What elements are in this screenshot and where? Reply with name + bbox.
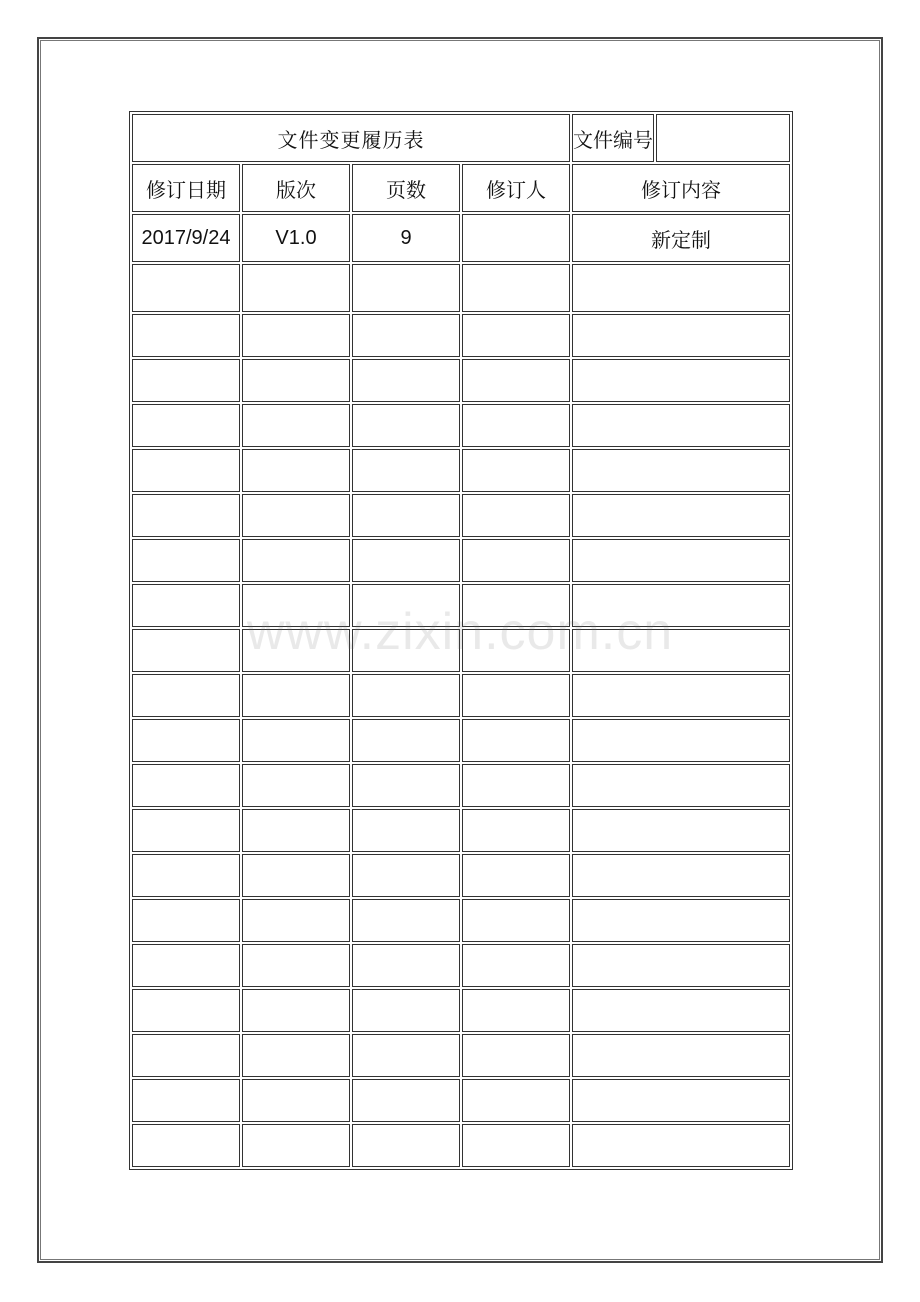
cell-revision-date	[132, 719, 240, 762]
doc-number-label: 文件编号	[572, 114, 654, 162]
table-body	[132, 214, 790, 1167]
cell-version	[242, 1079, 350, 1122]
table-row	[132, 899, 790, 942]
cell-reviser	[462, 719, 570, 762]
cell-reviser	[462, 494, 570, 537]
title-row	[132, 114, 790, 162]
table-row	[132, 494, 790, 537]
table-row	[132, 404, 790, 447]
watermark: www.zixin.com.cn	[246, 603, 674, 661]
cell-revision-content	[572, 674, 790, 717]
cell-version	[242, 899, 350, 942]
cell-revision-content	[572, 629, 790, 672]
cell-pages	[352, 264, 460, 312]
cell-revision-content	[572, 1079, 790, 1122]
cell-version	[242, 449, 350, 492]
cell-version	[242, 404, 350, 447]
cell-revision-date	[132, 899, 240, 942]
cell-pages	[352, 809, 460, 852]
cell-reviser	[462, 584, 570, 627]
table-row	[132, 449, 790, 492]
cell-revision-content	[572, 764, 790, 807]
cell-version	[242, 764, 350, 807]
header-pages: 页数	[352, 164, 460, 212]
cell-pages	[352, 449, 460, 492]
cell-version	[242, 264, 350, 312]
table-row	[132, 719, 790, 762]
cell-revision-content	[572, 854, 790, 897]
cell-pages	[352, 629, 460, 672]
cell-revision-content	[572, 404, 790, 447]
cell-revision-date	[132, 264, 240, 312]
cell-pages	[352, 539, 460, 582]
cell-revision-content	[572, 989, 790, 1032]
cell-revision-date	[132, 494, 240, 537]
cell-pages: 9	[352, 214, 460, 262]
cell-revision-content	[572, 494, 790, 537]
cell-reviser	[462, 359, 570, 402]
cell-pages	[352, 1034, 460, 1077]
header-version: 版次	[242, 164, 350, 212]
header-revision-content: 修订内容	[572, 164, 790, 212]
cell-version	[242, 989, 350, 1032]
cell-reviser	[462, 809, 570, 852]
table-row	[132, 764, 790, 807]
cell-pages	[352, 1079, 460, 1122]
cell-revision-content	[572, 809, 790, 852]
header-revision-date: 修订日期	[132, 164, 240, 212]
table-row	[132, 1124, 790, 1167]
cell-revision-content	[572, 899, 790, 942]
cell-version	[242, 674, 350, 717]
cell-pages	[352, 494, 460, 537]
cell-reviser	[462, 264, 570, 312]
cell-reviser	[462, 854, 570, 897]
cell-pages	[352, 359, 460, 402]
cell-revision-date	[132, 629, 240, 672]
cell-pages	[352, 1124, 460, 1167]
header-reviser: 修订人	[462, 164, 570, 212]
cell-revision-content	[572, 449, 790, 492]
cell-revision-date	[132, 944, 240, 987]
cell-version: V1.0	[242, 214, 350, 262]
cell-revision-date	[132, 1034, 240, 1077]
cell-version	[242, 944, 350, 987]
cell-revision-date	[132, 404, 240, 447]
cell-pages	[352, 989, 460, 1032]
cell-revision-content	[572, 584, 790, 627]
cell-revision-date	[132, 809, 240, 852]
cell-revision-date	[132, 854, 240, 897]
cell-reviser	[462, 989, 570, 1032]
cell-revision-date	[132, 584, 240, 627]
cell-revision-content	[572, 1034, 790, 1077]
table-row	[132, 1034, 790, 1077]
cell-version	[242, 1034, 350, 1077]
table-row	[132, 264, 790, 312]
cell-revision-content	[572, 314, 790, 357]
cell-reviser	[462, 214, 570, 262]
cell-pages	[352, 764, 460, 807]
cell-revision-date	[132, 674, 240, 717]
cell-revision-date	[132, 1124, 240, 1167]
cell-revision-date	[132, 989, 240, 1032]
cell-version	[242, 719, 350, 762]
table-row	[132, 809, 790, 852]
cell-revision-content: 新定制	[572, 214, 790, 262]
table-row	[132, 674, 790, 717]
cell-revision-content	[572, 359, 790, 402]
cell-reviser	[462, 944, 570, 987]
cell-version	[242, 584, 350, 627]
cell-reviser	[462, 899, 570, 942]
cell-revision-content	[572, 1124, 790, 1167]
cell-pages	[352, 854, 460, 897]
table-row	[132, 854, 790, 897]
cell-reviser	[462, 1124, 570, 1167]
cell-pages	[352, 314, 460, 357]
cell-revision-date	[132, 764, 240, 807]
cell-pages	[352, 944, 460, 987]
cell-pages	[352, 404, 460, 447]
cell-version	[242, 314, 350, 357]
cell-reviser	[462, 314, 570, 357]
cell-reviser	[462, 449, 570, 492]
cell-reviser	[462, 404, 570, 447]
cell-revision-date	[132, 449, 240, 492]
cell-revision-date	[132, 539, 240, 582]
cell-reviser	[462, 539, 570, 582]
table-row	[132, 214, 790, 262]
cell-pages	[352, 674, 460, 717]
cell-revision-content	[572, 944, 790, 987]
cell-pages	[352, 719, 460, 762]
cell-reviser	[462, 1079, 570, 1122]
cell-revision-date	[132, 359, 240, 402]
cell-revision-date: 2017/9/24	[132, 214, 240, 262]
cell-version	[242, 359, 350, 402]
cell-version	[242, 1124, 350, 1167]
table-row	[132, 989, 790, 1032]
cell-reviser	[462, 764, 570, 807]
table-row	[132, 539, 790, 582]
cell-pages	[352, 899, 460, 942]
cell-reviser	[462, 674, 570, 717]
doc-number-value	[656, 114, 790, 162]
table-row	[132, 584, 790, 627]
cell-version	[242, 539, 350, 582]
revision-history-table	[129, 111, 793, 1170]
header-row	[132, 164, 790, 212]
table-row	[132, 314, 790, 357]
cell-revision-content	[572, 719, 790, 762]
table-title: 文件变更履历表	[132, 114, 570, 162]
table-row	[132, 944, 790, 987]
cell-version	[242, 854, 350, 897]
cell-reviser	[462, 1034, 570, 1077]
cell-revision-content	[572, 539, 790, 582]
cell-pages	[352, 584, 460, 627]
cell-version	[242, 494, 350, 537]
cell-version	[242, 809, 350, 852]
cell-revision-date	[132, 1079, 240, 1122]
cell-reviser	[462, 629, 570, 672]
table-row	[132, 359, 790, 402]
cell-revision-date	[132, 314, 240, 357]
table-row	[132, 1079, 790, 1122]
table-row	[132, 629, 790, 672]
cell-revision-content	[572, 264, 790, 312]
cell-version	[242, 629, 350, 672]
